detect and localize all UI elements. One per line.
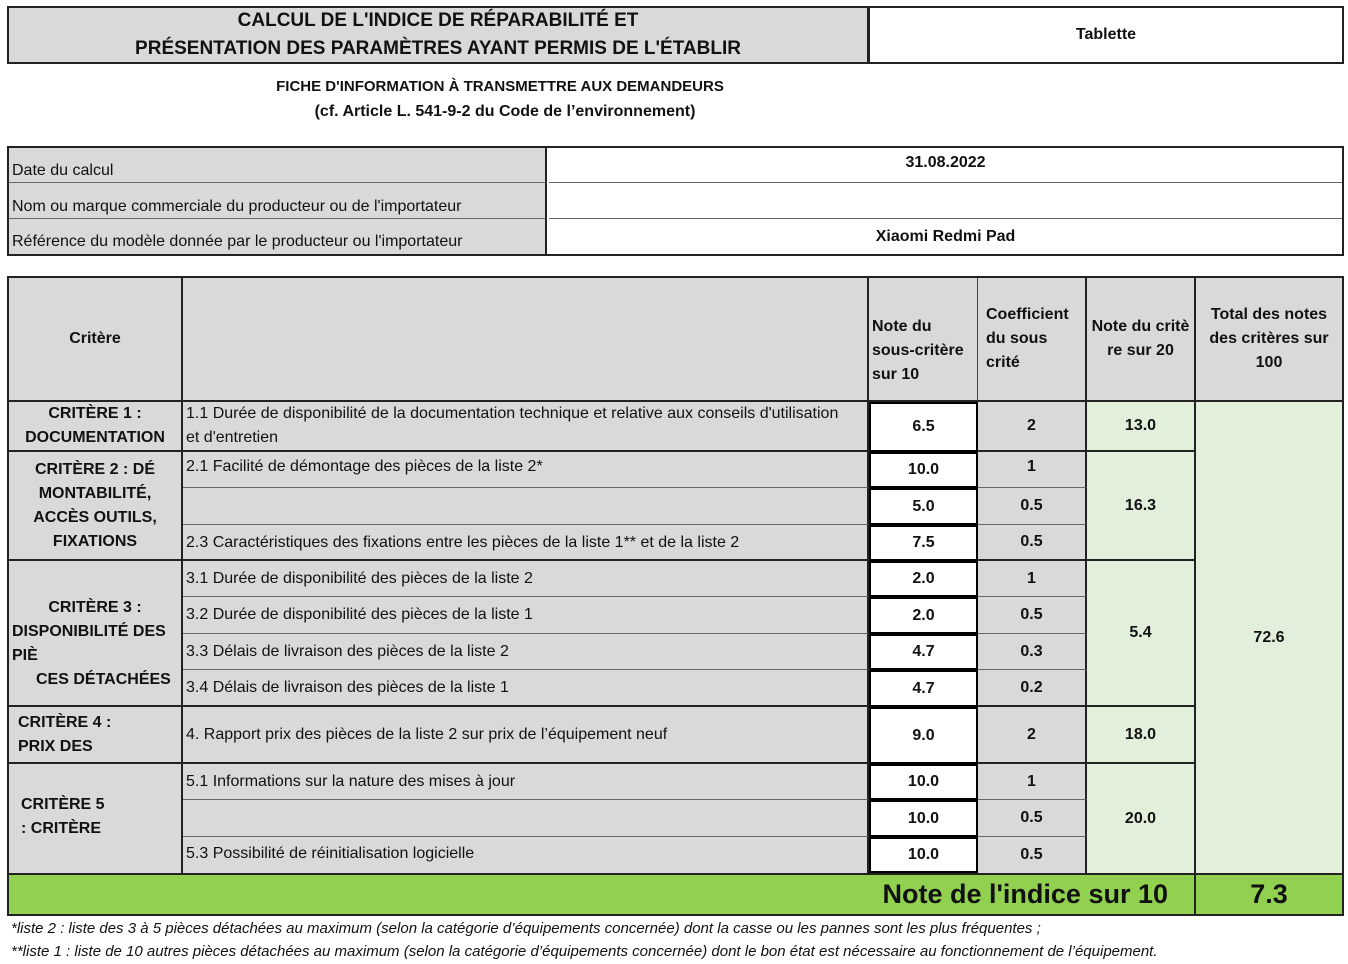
row-2-coef: 1 — [978, 452, 1087, 488]
criterion-3-score: 5.4 — [1087, 561, 1196, 707]
criterion-3-line-1: CRITÈRE 3 : — [48, 599, 142, 616]
row-8-coef: 0.2 — [978, 670, 1087, 707]
footnote-1: *liste 2 : liste des 3 à 5 pièces détachées au maximum (selon la catégorie d’équipements concernée) dont la casse ou les pannes sont les plus fréquentes ; — [11, 920, 1041, 937]
row-6-note: 2.0 — [869, 597, 978, 634]
header-description — [183, 278, 869, 402]
row-1-desc — [183, 402, 869, 452]
criterion-5-name: CRITÈRE 5 : CRITÈRE — [9, 764, 183, 873]
row-10-coef: 1 — [978, 764, 1087, 800]
row-5-note: 2.0 — [869, 561, 978, 597]
row-6-desc: 3.2 Durée de disponibilité des pièces de la liste 1 — [183, 597, 869, 634]
footnote-2: **liste 1 : liste de 10 autres pièces détachées au maximum (selon la catégorie d’équipements concernée) dont le bon état est nécessaire au fonctionnement de l’équipement. — [11, 943, 1158, 960]
row-11-desc — [183, 800, 869, 837]
page-title — [7, 6, 869, 64]
row-11-coef: 0.5 — [978, 800, 1087, 837]
criterion-2-name: CRITÈRE 2 : DÉ MONTABILITÉ, ACCÈS OUTILS, FIXATIONS — [9, 452, 183, 561]
criterion-5-score: 20.0 — [1087, 764, 1196, 873]
row-3-coef: 0.5 — [978, 488, 1087, 525]
category-cell: Tablette — [868, 6, 1344, 64]
row-2-note: 10.0 — [869, 452, 978, 488]
criterion-4-score: 18.0 — [1087, 707, 1196, 764]
row-7-coef: 0.3 — [978, 634, 1087, 670]
row-1-desc-line-2: et d'entretien — [186, 429, 279, 446]
row-9-note: 9.0 — [869, 707, 978, 764]
brand-label: Nom ou marque commerciale du producteur ou de l'importateur — [9, 183, 547, 219]
model-value: Xiaomi Redmi Pad — [549, 219, 1342, 254]
criterion-3-line-2: DISPONIBILITÉ DES PIÈ — [12, 623, 166, 664]
header-note-critere: Note du critè re sur 20 — [1087, 278, 1196, 402]
subtitle-line-1: FICHE D'INFORMATION À TRANSMETTRE AUX DEMANDEURS — [276, 77, 724, 95]
row-3-desc — [183, 488, 869, 525]
criterion-2-score: 16.3 — [1087, 452, 1196, 561]
final-score-value: 7.3 — [1196, 873, 1342, 914]
title-line-2: PRÉSENTATION DES PARAMÈTRES AYANT PERMIS DE L'ÉTABLIR — [135, 38, 741, 59]
criterion-1-score: 13.0 — [1087, 402, 1196, 452]
row-5-desc: 3.1 Durée de disponibilité des pièces de la liste 2 — [183, 561, 869, 597]
criterion-3-line-3: CES DÉTACHÉES — [36, 671, 171, 688]
row-8-desc: 3.4 Délais de livraison des pièces de la liste 1 — [183, 670, 869, 707]
header-coef: Coefficient du sous crité — [978, 278, 1087, 402]
row-6-coef: 0.5 — [978, 597, 1087, 634]
row-12-coef: 0.5 — [978, 837, 1087, 873]
final-score-label: Note de l'indice sur 10 — [9, 873, 1196, 914]
subtitle-line-2: (cf. Article L. 541-9-2 du Code de l’environnement) — [314, 103, 696, 120]
criterion-3-name — [9, 561, 183, 707]
criterion-4-name: CRITÈRE 4 : PRIX DES — [9, 707, 183, 764]
brand-value — [549, 183, 1342, 219]
row-9-desc: 4. Rapport prix des pièces de la liste 2 sur prix de l’équipement neuf — [183, 707, 869, 764]
header-total: Total des notes des critères sur 100 — [1196, 278, 1342, 402]
row-9-coef: 2 — [978, 707, 1087, 764]
row-10-note: 10.0 — [869, 764, 978, 800]
row-12-desc: 5.3 Possibilité de réinitialisation logicielle — [183, 837, 869, 873]
row-5-coef: 1 — [978, 561, 1087, 597]
row-2-desc: 2.1 Facilité de démontage des pièces de la liste 2* — [183, 452, 869, 488]
title-line-1: CALCUL DE L'INDICE DE RÉPARABILITÉ ET — [237, 10, 639, 31]
model-label: Référence du modèle donnée par le producteur ou l'importateur — [9, 219, 547, 254]
total-score: 72.6 — [1196, 402, 1342, 873]
row-1-coef: 2 — [978, 402, 1087, 452]
row-10-desc: 5.1 Informations sur la nature des mises à jour — [183, 764, 869, 800]
row-11-note: 10.0 — [869, 800, 978, 837]
date-label: Date du calcul — [9, 148, 547, 183]
date-value: 31.08.2022 — [549, 148, 1342, 183]
row-4-coef: 0.5 — [978, 525, 1087, 561]
row-12-note: 10.0 — [869, 837, 978, 873]
row-3-note: 5.0 — [869, 488, 978, 525]
header-critere: Critère — [9, 278, 183, 402]
row-4-desc: 2.3 Caractéristiques des fixations entre les pièces de la liste 1** et de la liste 2 — [183, 525, 869, 561]
row-8-note: 4.7 — [869, 670, 978, 707]
row-1-note: 6.5 — [869, 402, 978, 452]
criterion-1-name: CRITÈRE 1 : DOCUMENTATION — [9, 402, 183, 452]
row-4-note: 7.5 — [869, 525, 978, 561]
row-7-desc: 3.3 Délais de livraison des pièces de la liste 2 — [183, 634, 869, 670]
row-1-desc-line-1: 1.1 Durée de disponibilité de la documentation technique et relative aux conseils d'utilisation — [186, 405, 839, 422]
row-7-note: 4.7 — [869, 634, 978, 670]
header-note-sous: Note du sous-critère sur 10 — [869, 278, 978, 402]
